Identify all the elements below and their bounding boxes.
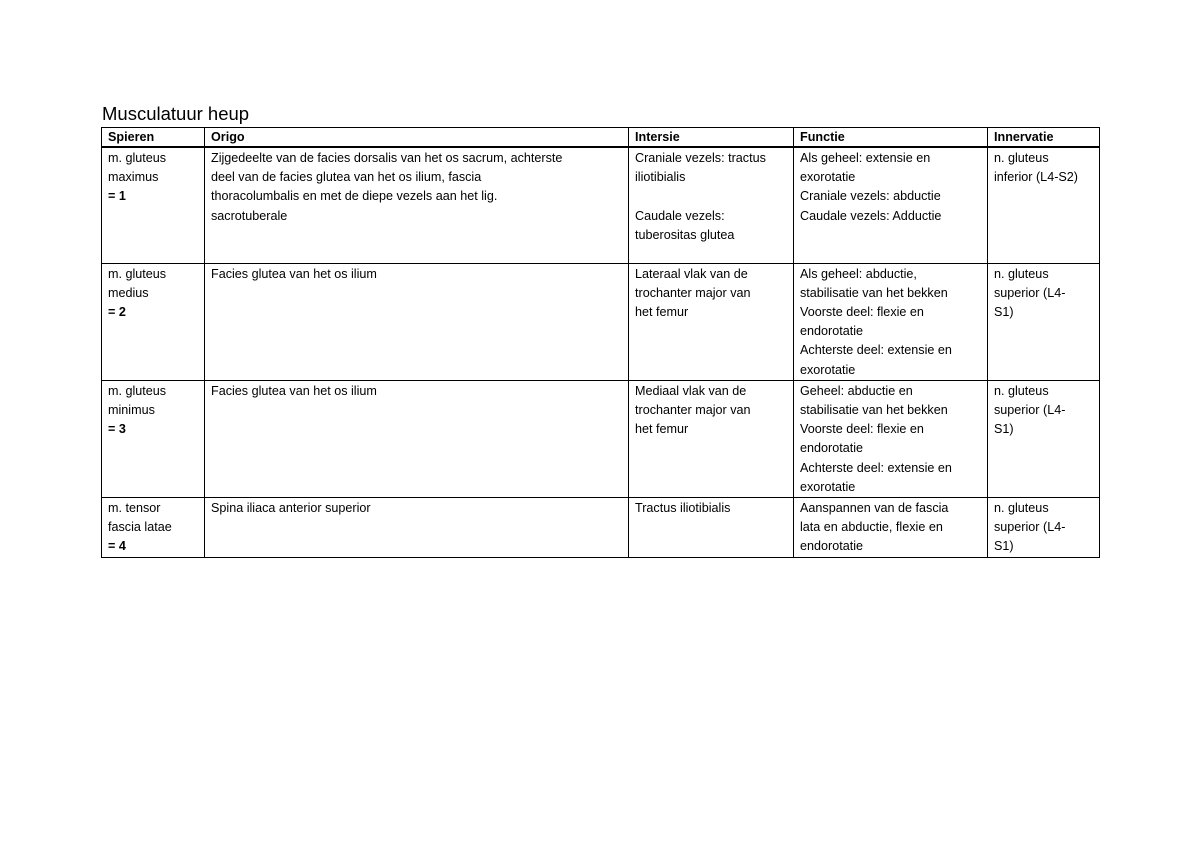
innervatie-line: superior (L4- <box>994 285 1066 300</box>
cell-functie <box>794 147 988 263</box>
cell-spieren <box>102 147 205 263</box>
functie-line: exorotatie <box>800 479 856 494</box>
cell-intersie <box>629 147 794 263</box>
cell-innervatie <box>988 263 1100 380</box>
cell-intersie <box>629 497 794 557</box>
cell-spieren <box>102 497 205 557</box>
innervatie-line: n. gluteus <box>994 500 1049 515</box>
functie-line: Achterste deel: extensie en <box>800 460 952 475</box>
muscle-name-line: minimus <box>108 402 155 417</box>
intersie-line: het femur <box>635 304 689 319</box>
table-row <box>102 263 1100 380</box>
muscle-table <box>101 127 1100 558</box>
page-title: Musculatuur heup <box>102 103 250 124</box>
cell-origo <box>205 497 629 557</box>
muscle-number: = 4 <box>108 539 126 554</box>
functie-line: Caudale vezels: Adductie <box>800 208 942 223</box>
table-row <box>102 380 1100 497</box>
intersie-line: trochanter major van <box>635 402 751 417</box>
functie-line: Voorste deel: flexie en <box>800 422 924 437</box>
origo-line: thoracolumbalis en met de diepe vezels aan het lig. <box>211 189 498 204</box>
intersie-line: Tractus iliotibialis <box>635 500 731 515</box>
cell-intersie <box>629 380 794 497</box>
intersie-line: Lateraal vlak van de <box>635 266 748 281</box>
origo-line: Zijgedeelte van de facies dorsalis van het os sacrum, achterste <box>211 151 563 165</box>
innervatie-line: n. gluteus <box>994 383 1049 398</box>
cell-functie <box>794 263 988 380</box>
innervatie-line: superior (L4- <box>994 520 1066 535</box>
muscle-number: = 3 <box>108 422 126 437</box>
functie-line: stabilisatie van het bekken <box>800 285 948 300</box>
muscle-name-line: medius <box>108 285 149 300</box>
muscle-name-line: maximus <box>108 170 159 185</box>
cell-origo <box>205 147 629 263</box>
table-row <box>102 147 1100 263</box>
intersie-line: Mediaal vlak van de <box>635 383 747 398</box>
cell-functie <box>794 380 988 497</box>
functie-line: endorotatie <box>800 324 864 339</box>
origo-line: deel van de facies glutea van het os ilium, fascia <box>211 170 482 185</box>
cell-innervatie <box>988 147 1100 263</box>
cell-origo <box>205 263 629 380</box>
muscle-number: = 1 <box>108 189 126 204</box>
intersie-line: tuberositas glutea <box>635 227 735 242</box>
origo-line: Spina iliaca anterior superior <box>211 500 371 515</box>
innervatie-line: S1) <box>994 304 1014 319</box>
column-header-spieren: Spieren <box>102 128 205 148</box>
column-header-intersie: Intersie <box>629 128 794 148</box>
muscle-name-line: m. tensor <box>108 500 161 515</box>
cell-origo <box>205 380 629 497</box>
table-header-row <box>102 128 1100 148</box>
cell-intersie <box>629 263 794 380</box>
cell-spieren <box>102 380 205 497</box>
functie-line: Als geheel: extensie en <box>800 151 931 165</box>
origo-line: Facies glutea van het os ilium <box>211 383 377 398</box>
functie-line: lata en abductie, flexie en <box>800 520 943 535</box>
functie-line: Aanspannen van de fascia <box>800 500 949 515</box>
functie-line: Als geheel: abductie, <box>800 266 917 281</box>
functie-line: Achterste deel: extensie en <box>800 343 952 358</box>
functie-line: Craniale vezels: abductie <box>800 189 941 204</box>
cell-spieren <box>102 263 205 380</box>
intersie-blank-line <box>635 187 787 206</box>
muscle-name-line: fascia latae <box>108 520 172 535</box>
table-row <box>102 497 1100 557</box>
cell-innervatie <box>988 497 1100 557</box>
functie-line: stabilisatie van het bekken <box>800 402 948 417</box>
origo-line: Facies glutea van het os ilium <box>211 266 377 281</box>
cell-innervatie <box>988 380 1100 497</box>
innervatie-line: inferior (L4-S2) <box>994 170 1078 185</box>
functie-line: exorotatie <box>800 170 856 185</box>
muscle-name-line: m. gluteus <box>108 266 167 281</box>
column-header-origo: Origo <box>205 128 629 148</box>
intersie-line: het femur <box>635 422 689 437</box>
innervatie-line: n. gluteus <box>994 151 1049 165</box>
muscle-name-line: m. gluteus <box>108 151 167 165</box>
functie-line: Geheel: abductie en <box>800 383 913 398</box>
cell-functie <box>794 497 988 557</box>
functie-line: endorotatie <box>800 539 864 554</box>
intersie-line: iliotibialis <box>635 170 686 185</box>
column-header-innervatie: Innervatie <box>988 128 1100 148</box>
muscle-name-line: m. gluteus <box>108 383 167 398</box>
innervatie-line: S1) <box>994 539 1014 554</box>
functie-line: exorotatie <box>800 362 856 377</box>
functie-line: endorotatie <box>800 441 864 456</box>
functie-line: Voorste deel: flexie en <box>800 304 924 319</box>
intersie-line: Caudale vezels: <box>635 208 725 223</box>
origo-line: sacrotuberale <box>211 208 288 223</box>
innervatie-line: superior (L4- <box>994 402 1066 417</box>
muscle-number: = 2 <box>108 304 126 319</box>
intersie-line: trochanter major van <box>635 285 751 300</box>
column-header-functie: Functie <box>794 128 988 148</box>
intersie-line: Craniale vezels: tractus <box>635 151 766 165</box>
innervatie-line: S1) <box>994 422 1014 437</box>
innervatie-line: n. gluteus <box>994 266 1049 281</box>
